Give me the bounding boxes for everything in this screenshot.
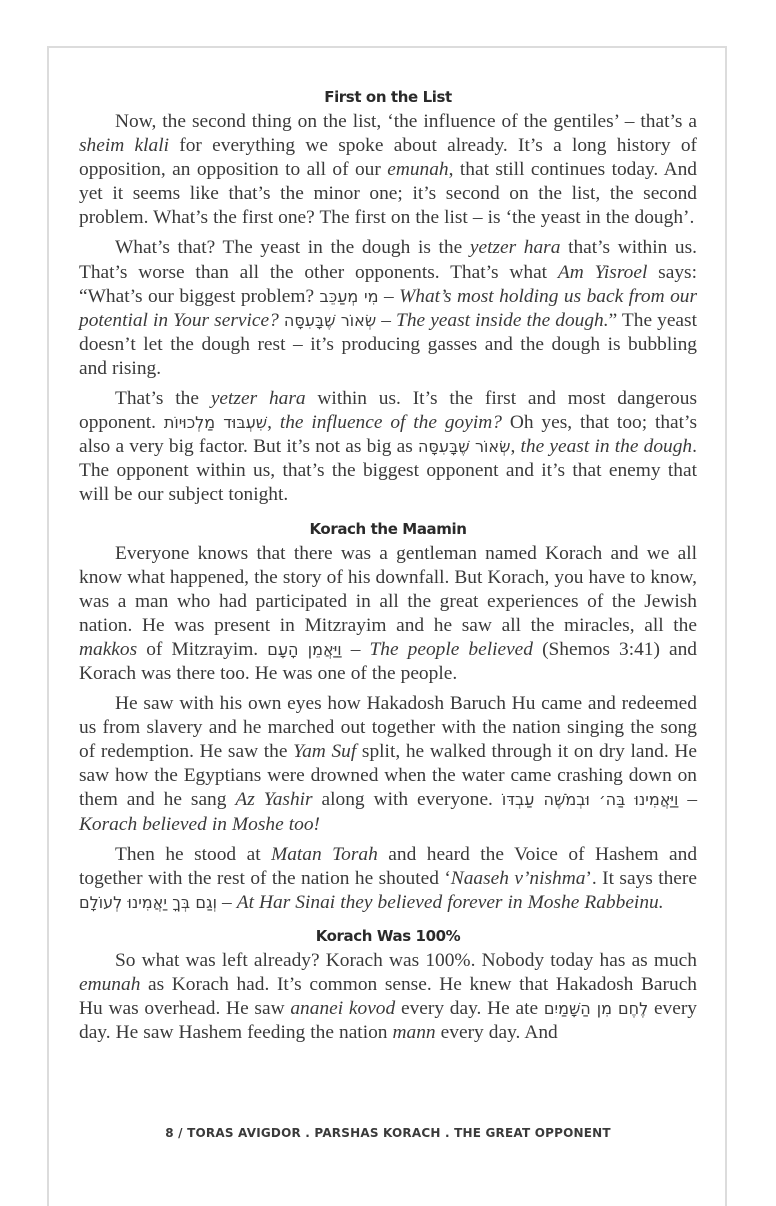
hebrew-quote: מִי מְעַכֵּב bbox=[319, 286, 379, 306]
italic-term: Az Yashir bbox=[235, 789, 313, 811]
paragraph: What’s that? The yeast in the dough is the yetzer hara that’s within us. That’s worse than all the other opponents. That’s what Am Yisroel says: “What’s our biggest problem? מִי מְעַכֵּב – What’s most holding us back from our potential in Your service? שְׂאוֹר שֶׁבָּעִסָּה – The yeast inside the dough.” The yeast doesn’t let the dough rest – it’s producing gasses and the dough is bubbling and rising. bbox=[79, 237, 698, 379]
paragraph: Then he stood at Matan Torah and heard the Voice of Hashem and together with the rest of the nation he shouted ‘Naaseh v’nishma’. It says there וְגַם בְּךָ יַאֲמִינוּ לְעוֹלָם – At Har Sinai they believed forever in Moshe Rabbeinu. bbox=[79, 843, 698, 913]
italic-term: mann bbox=[392, 1022, 436, 1044]
section-heading: Korach Was 100% bbox=[315, 926, 461, 945]
hebrew-quote: וַיַּאֲמִינוּ בַּה׳ וּבְמֹשֶׁה עַבְדּוֹ bbox=[501, 790, 679, 810]
page-footer: 8 / TORAS AVIGDOR . PARSHAS KORACH . THE GREAT OPPONENT bbox=[165, 1126, 611, 1140]
paragraph: Everyone knows that there was a gentleman named Korach and we all know what happened, the story of his downfall. But Korach, you have to know, was a man who had participated in all the great experiences of the Jewish nation. He was present in Mitzrayim and he saw all the miracles, all the makkos of Mitzrayim. וַיַּאֲמֵן הָעָם – The people believed (Shemos 3:41) and Korach was there too. He was one of the people. bbox=[79, 542, 698, 684]
italic-term: emunah bbox=[387, 159, 449, 181]
paragraph: He saw with his own eyes how Hakadosh Baruch Hu came and redeemed us from slavery and he marched out together with the nation singing the song of redemption. He saw the Yam Suf split, he walked through it on dry land. He saw how the Egyptians were drowned when the water came crashing down on them and he sang Az Yashir along with everyone. וַיַּאֲמִינוּ בַּה׳ וּבְמֹשֶׁה עַבְדּוֹ – Korach believed in Moshe too! bbox=[79, 693, 698, 835]
italic-term: the yeast in the dough bbox=[520, 436, 693, 458]
section-korach-was-100 bbox=[79, 923, 697, 1045]
italic-term: yetzer hara bbox=[210, 388, 306, 410]
italic-term: yetzer hara bbox=[469, 237, 561, 259]
hebrew-quote: וַיַּאֲמֵן הָעָם bbox=[267, 639, 342, 659]
section-first-on-the-list bbox=[79, 84, 697, 508]
italic-term: The people believed bbox=[369, 638, 533, 660]
paragraph: So what was left already? Korach was 100%. Nobody today has as much emunah as Korach had. It’s common sense. He knew that Hakadosh Baruch Hu was overhead. He saw ananei kovod every day. He ate לֶחֶם מִן הַשָּׁמַיִם every day. He saw Hashem feeding the nation mann every day. And bbox=[79, 949, 697, 1044]
italic-term: makkos bbox=[79, 638, 138, 660]
italic-term: The yeast inside the dough. bbox=[396, 309, 609, 331]
page-content bbox=[79, 84, 697, 1051]
paragraph: That’s the yetzer hara within us. It’s the first and most dangerous opponent. שִׁעְבּוּד מַלְכוּיוֹת, the influence of the goyim? Oh yes, that too; that’s also a very big factor. But it’s not as big as שְׂאוֹר שֶׁבָּעִסָּה, the yeast in the dough. The opponent within us, that’s the biggest opponent and it’s that enemy that will be our subject tonight. bbox=[79, 388, 697, 506]
italic-term: Matan Torah bbox=[271, 843, 378, 865]
italic-term: the influence of the goyim? bbox=[279, 412, 502, 434]
italic-term: Yam Suf bbox=[293, 741, 357, 763]
hebrew-quote: לֶחֶם מִן הַשָּׁמַיִם bbox=[543, 999, 649, 1019]
italic-term: sheim klali bbox=[79, 135, 169, 157]
hebrew-quote: שְׂאוֹר שֶׁבָּעִסָּה bbox=[283, 310, 377, 330]
italic-term: Naaseh v’nishma bbox=[450, 867, 586, 889]
paragraph: Now, the second thing on the list, ‘the influence of the gentiles’ – that’s a sheim klali for everything we spoke about already. It’s a long history of opposition, an opposition to all of our emunah, that still continues today. And yet it seems like that’s the minor one; it’s second on the list, the second problem. What’s the first one? The first on the list – is ‘the yeast in the dough’. bbox=[79, 111, 698, 229]
italic-term: Korach believed in Moshe too! bbox=[79, 813, 320, 835]
section-korach-the-maamin bbox=[79, 516, 697, 915]
section-heading: Korach the Maamin bbox=[309, 519, 467, 538]
section-heading: First on the List bbox=[324, 88, 452, 106]
italic-term: Am Yisroel bbox=[557, 261, 648, 283]
italic-term: What’s most holding us back from our potential in Your service? bbox=[79, 285, 698, 331]
italic-term: At Har Sinai they believed forever in Moshe Rabbeinu. bbox=[236, 891, 664, 913]
italic-term: emunah bbox=[79, 974, 141, 995]
hebrew-quote: שְׂאוֹר שֶׁבָּעִסָּה bbox=[417, 437, 511, 457]
hebrew-quote: וְגַם בְּךָ יַאֲמִינוּ לְעוֹלָם bbox=[79, 892, 217, 912]
hebrew-quote: שִׁעְבּוּד מַלְכוּיוֹת bbox=[163, 413, 268, 433]
italic-term: ananei kovod bbox=[290, 998, 396, 1020]
